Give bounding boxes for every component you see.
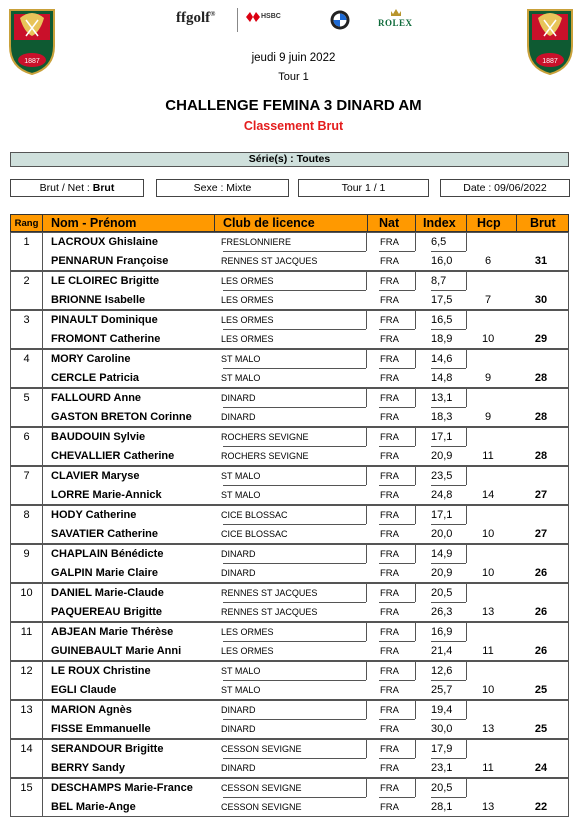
player-index: 26,3 — [431, 606, 453, 618]
result-group — [10, 271, 569, 310]
player-index: 16,9 — [431, 626, 453, 638]
player-nat: FRA — [380, 646, 399, 657]
player-name: CHEVALLIER Catherine — [51, 450, 175, 462]
player-club: CESSON SEVIGNE — [221, 802, 302, 812]
player-index: 12,6 — [431, 665, 453, 677]
player-name: PAQUEREAU Brigitte — [51, 606, 163, 618]
rank-value: 12 — [20, 665, 33, 677]
player-club: ST MALO — [221, 666, 261, 676]
sponsor-bar — [170, 8, 430, 34]
player-index: 17,5 — [431, 294, 453, 306]
player-club: LES ORMES — [221, 276, 274, 286]
player-club: CESSON SEVIGNE — [221, 744, 302, 754]
player-index: 16,0 — [431, 255, 453, 267]
team-brut: 28 — [534, 450, 548, 462]
team-brut: 29 — [534, 333, 548, 345]
player-club: LES ORMES — [221, 627, 274, 637]
player-name: SERANDOUR Brigitte — [51, 743, 164, 755]
player-nat: FRA — [380, 237, 399, 248]
rank-value: 8 — [23, 509, 30, 521]
player-nat: FRA — [380, 724, 399, 735]
rank-value: 3 — [23, 314, 30, 326]
player-nat: FRA — [380, 451, 399, 462]
crest-year-left: 1887 — [24, 58, 40, 65]
event-tour: Tour 1 — [278, 71, 309, 83]
result-group — [10, 700, 569, 739]
player-index: 28,1 — [431, 801, 453, 813]
result-group — [10, 583, 569, 622]
sexe-box: Sexe : Mixte — [156, 179, 289, 197]
col-name: Nom - Prénom — [51, 216, 137, 230]
player-club: CESSON SEVIGNE — [221, 783, 302, 793]
player-nat: FRA — [380, 315, 399, 326]
table-row — [11, 759, 568, 777]
player-name: PENNARUN Françoise — [51, 255, 169, 267]
team-hcp: 9 — [484, 372, 492, 384]
hsbc-logo: HSBC — [261, 13, 281, 20]
player-club: LES ORMES — [221, 646, 274, 656]
rank-value: 2 — [23, 275, 30, 287]
player-club: ROCHERS SEVIGNE — [221, 432, 309, 442]
player-name: GASTON BRETON Corinne — [51, 411, 192, 423]
team-brut: 26 — [534, 567, 548, 579]
result-group — [10, 622, 569, 661]
rank-value: 14 — [20, 743, 33, 755]
player-club: DINARD — [221, 705, 256, 715]
player-club: CICE BLOSSAC — [221, 510, 288, 520]
rolex-logo: ROLEX — [378, 18, 413, 28]
team-brut: 25 — [534, 723, 548, 735]
table-row — [11, 369, 568, 387]
rank-value: 11 — [20, 626, 33, 638]
series-bar: Série(s) : Toutes — [10, 152, 569, 167]
col-index: Index — [423, 216, 456, 230]
player-nat: FRA — [380, 568, 399, 579]
table-row — [11, 291, 568, 309]
rank-value: 7 — [23, 470, 30, 482]
team-brut: 28 — [534, 372, 548, 384]
player-nat: FRA — [380, 666, 399, 677]
player-index: 17,1 — [431, 509, 453, 521]
team-brut: 22 — [534, 801, 548, 813]
player-index: 20,5 — [431, 587, 453, 599]
player-index: 23,1 — [431, 762, 453, 774]
player-club: LES ORMES — [221, 315, 274, 325]
team-hcp: 6 — [484, 255, 492, 267]
player-nat: FRA — [380, 276, 399, 287]
table-row — [11, 486, 568, 504]
table-row — [11, 642, 568, 660]
player-nat: FRA — [380, 763, 399, 774]
hsbc-hexagon-icon — [246, 12, 260, 22]
player-club: ST MALO — [221, 373, 261, 383]
table-row — [11, 701, 568, 719]
player-name: GALPIN Marie Claire — [51, 567, 158, 579]
rank-value: 15 — [20, 782, 33, 794]
player-name: LORRE Marie-Annick — [51, 489, 162, 501]
player-nat: FRA — [380, 705, 399, 716]
player-nat: FRA — [380, 432, 399, 443]
player-club: DINARD — [221, 393, 256, 403]
player-name: PINAULT Dominique — [51, 314, 158, 326]
player-index: 14,6 — [431, 353, 453, 365]
player-club: DINARD — [221, 763, 256, 773]
club-crest-left-icon — [6, 6, 58, 76]
player-name: MARION Agnès — [51, 704, 132, 716]
player-index: 17,9 — [431, 743, 453, 755]
player-name: BRIONNE Isabelle — [51, 294, 146, 306]
player-nat: FRA — [380, 256, 399, 267]
date-box: Date : 09/06/2022 — [440, 179, 570, 197]
player-club: LES ORMES — [221, 334, 274, 344]
player-club: RENNES ST JACQUES — [221, 256, 318, 266]
player-name: ABJEAN Marie Thérèse — [51, 626, 174, 638]
team-brut: 28 — [534, 411, 548, 423]
table-row — [11, 525, 568, 543]
team-brut: 27 — [534, 489, 548, 501]
player-club: ST MALO — [221, 490, 261, 500]
result-group — [10, 739, 569, 778]
rank-value: 1 — [23, 236, 30, 248]
table-header — [10, 214, 569, 232]
player-nat: FRA — [380, 744, 399, 755]
player-name: CLAVIER Maryse — [51, 470, 140, 482]
player-nat: FRA — [380, 412, 399, 423]
player-name: FISSE Emmanuelle — [51, 723, 151, 735]
player-nat: FRA — [380, 295, 399, 306]
rolex-crown-icon — [390, 8, 402, 17]
player-index: 17,1 — [431, 431, 453, 443]
table-row — [11, 506, 568, 524]
table-row — [11, 740, 568, 758]
player-name: BEL Marie-Ange — [51, 801, 136, 813]
table-row — [11, 623, 568, 641]
table-row — [11, 603, 568, 621]
player-nat: FRA — [380, 627, 399, 638]
player-index: 23,5 — [431, 470, 453, 482]
table-row — [11, 681, 568, 699]
team-brut: 26 — [534, 645, 548, 657]
team-hcp: 11 — [482, 645, 494, 657]
player-index: 16,5 — [431, 314, 453, 326]
player-nat: FRA — [380, 471, 399, 482]
player-club: DINARD — [221, 568, 256, 578]
player-club: DINARD — [221, 549, 256, 559]
player-name: FROMONT Catherine — [51, 333, 161, 345]
player-name: BERRY Sandy — [51, 762, 125, 774]
player-club: FRESLONNIERE — [221, 237, 292, 247]
team-brut: 31 — [534, 255, 548, 267]
result-group — [10, 466, 569, 505]
ffgolf-logo: ffgolf® — [176, 10, 216, 26]
player-nat: FRA — [380, 588, 399, 599]
rank-value: 4 — [23, 353, 30, 365]
player-nat: FRA — [380, 393, 399, 404]
sponsor-divider — [237, 8, 238, 32]
player-club: DINARD — [221, 412, 256, 422]
ranking-subtitle: Classement Brut — [243, 119, 344, 133]
player-name: LE ROUX Christine — [51, 665, 151, 677]
player-index: 18,3 — [431, 411, 453, 423]
player-name: FALLOURD Anne — [51, 392, 142, 404]
table-row — [11, 564, 568, 582]
player-name: GUINEBAULT Marie Anni — [51, 645, 182, 657]
bmw-roundel-icon — [330, 10, 350, 30]
player-name: DANIEL Marie-Claude — [51, 587, 164, 599]
player-club: ROCHERS SEVIGNE — [221, 451, 309, 461]
player-club: RENNES ST JACQUES — [221, 588, 318, 598]
result-group — [10, 661, 569, 700]
team-hcp: 13 — [482, 801, 495, 813]
player-index: 20,0 — [431, 528, 453, 540]
player-club: LES ORMES — [221, 295, 274, 305]
team-hcp: 11 — [482, 762, 494, 774]
col-rang: Rang — [14, 218, 39, 229]
rank-value: 10 — [20, 587, 33, 599]
results-body — [10, 232, 569, 817]
player-nat: FRA — [380, 529, 399, 540]
table-row — [11, 272, 568, 290]
player-nat: FRA — [380, 783, 399, 794]
club-crest-right-icon — [524, 6, 576, 76]
player-club: CICE BLOSSAC — [221, 529, 288, 539]
col-club: Club de licence — [223, 216, 315, 230]
table-row — [11, 720, 568, 738]
player-index: 19,4 — [431, 704, 453, 716]
result-group — [10, 778, 569, 817]
table-row — [11, 584, 568, 602]
result-group — [10, 388, 569, 427]
team-brut: 25 — [534, 684, 548, 696]
table-row — [11, 798, 568, 816]
table-row — [11, 350, 568, 368]
brut-net-box: Brut / Net : Brut — [10, 179, 144, 197]
player-index: 14,9 — [431, 548, 453, 560]
player-name: SAVATIER Catherine — [51, 528, 158, 540]
player-index: 21,4 — [431, 645, 453, 657]
team-brut: 30 — [534, 294, 548, 306]
player-nat: FRA — [380, 510, 399, 521]
rank-value: 9 — [23, 548, 30, 560]
player-index: 20,9 — [431, 567, 453, 579]
table-row — [11, 233, 568, 251]
col-hcp: Hcp — [477, 216, 501, 230]
result-group — [10, 427, 569, 466]
team-hcp: 10 — [482, 567, 495, 579]
player-club: ST MALO — [221, 354, 261, 364]
result-group — [10, 505, 569, 544]
team-hcp: 7 — [484, 294, 492, 306]
player-index: 25,7 — [431, 684, 453, 696]
player-club: ST MALO — [221, 685, 261, 695]
col-nat: Nat — [379, 216, 400, 230]
team-hcp: 13 — [482, 606, 495, 618]
tour-box: Tour 1 / 1 — [298, 179, 429, 197]
player-nat: FRA — [380, 549, 399, 560]
player-name: DESCHAMPS Marie-France — [51, 782, 193, 794]
result-group — [10, 544, 569, 583]
player-index: 30,0 — [431, 723, 453, 735]
player-name: EGLI Claude — [51, 684, 117, 696]
result-group — [10, 349, 569, 388]
team-brut: 26 — [534, 606, 548, 618]
player-nat: FRA — [380, 607, 399, 618]
result-group — [10, 232, 569, 271]
player-nat: FRA — [380, 802, 399, 813]
player-index: 8,7 — [431, 275, 447, 287]
rank-value: 6 — [23, 431, 30, 443]
player-index: 20,5 — [431, 782, 453, 794]
table-row — [11, 779, 568, 797]
table-row — [11, 467, 568, 485]
team-hcp: 9 — [484, 411, 492, 423]
rank-value: 13 — [20, 704, 33, 716]
page-title: CHALLENGE FEMINA 3 DINARD AM — [165, 97, 422, 114]
player-nat: FRA — [380, 490, 399, 501]
player-name: CHAPLAIN Bénédicte — [51, 548, 164, 560]
player-club: ST MALO — [221, 471, 261, 481]
team-hcp: 10 — [482, 528, 495, 540]
player-name: MORY Caroline — [51, 353, 131, 365]
player-name: BAUDOUIN Sylvie — [51, 431, 146, 443]
team-hcp: 11 — [482, 450, 494, 462]
table-row — [11, 311, 568, 329]
table-row — [11, 545, 568, 563]
player-name: HODY Catherine — [51, 509, 137, 521]
player-club: DINARD — [221, 724, 256, 734]
player-index: 6,5 — [431, 236, 447, 248]
team-hcp: 10 — [482, 684, 495, 696]
table-row — [11, 447, 568, 465]
player-club: RENNES ST JACQUES — [221, 607, 318, 617]
team-brut: 27 — [534, 528, 548, 540]
player-index: 20,9 — [431, 450, 453, 462]
player-nat: FRA — [380, 685, 399, 696]
team-hcp: 13 — [482, 723, 495, 735]
team-brut: 24 — [534, 762, 548, 774]
table-row — [11, 662, 568, 680]
player-index: 24,8 — [431, 489, 453, 501]
team-hcp: 14 — [482, 489, 495, 501]
table-row — [11, 389, 568, 407]
col-brut: Brut — [530, 216, 556, 230]
rank-value: 5 — [23, 392, 30, 404]
table-row — [11, 428, 568, 446]
player-name: CERCLE Patricia — [51, 372, 140, 384]
table-row — [11, 252, 568, 270]
player-nat: FRA — [380, 354, 399, 365]
event-date: jeudi 9 juin 2022 — [251, 52, 336, 64]
team-hcp: 10 — [482, 333, 495, 345]
player-index: 18,9 — [431, 333, 453, 345]
crest-year-right: 1887 — [542, 58, 558, 65]
results-table — [10, 214, 569, 817]
player-index: 13,1 — [431, 392, 453, 404]
player-nat: FRA — [380, 334, 399, 345]
result-group — [10, 310, 569, 349]
table-row — [11, 408, 568, 426]
player-index: 14,8 — [431, 372, 453, 384]
player-name: LE CLOIREC Brigitte — [51, 275, 160, 287]
table-row — [11, 330, 568, 348]
player-name: LACROUX Ghislaine — [51, 236, 158, 248]
player-nat: FRA — [380, 373, 399, 384]
